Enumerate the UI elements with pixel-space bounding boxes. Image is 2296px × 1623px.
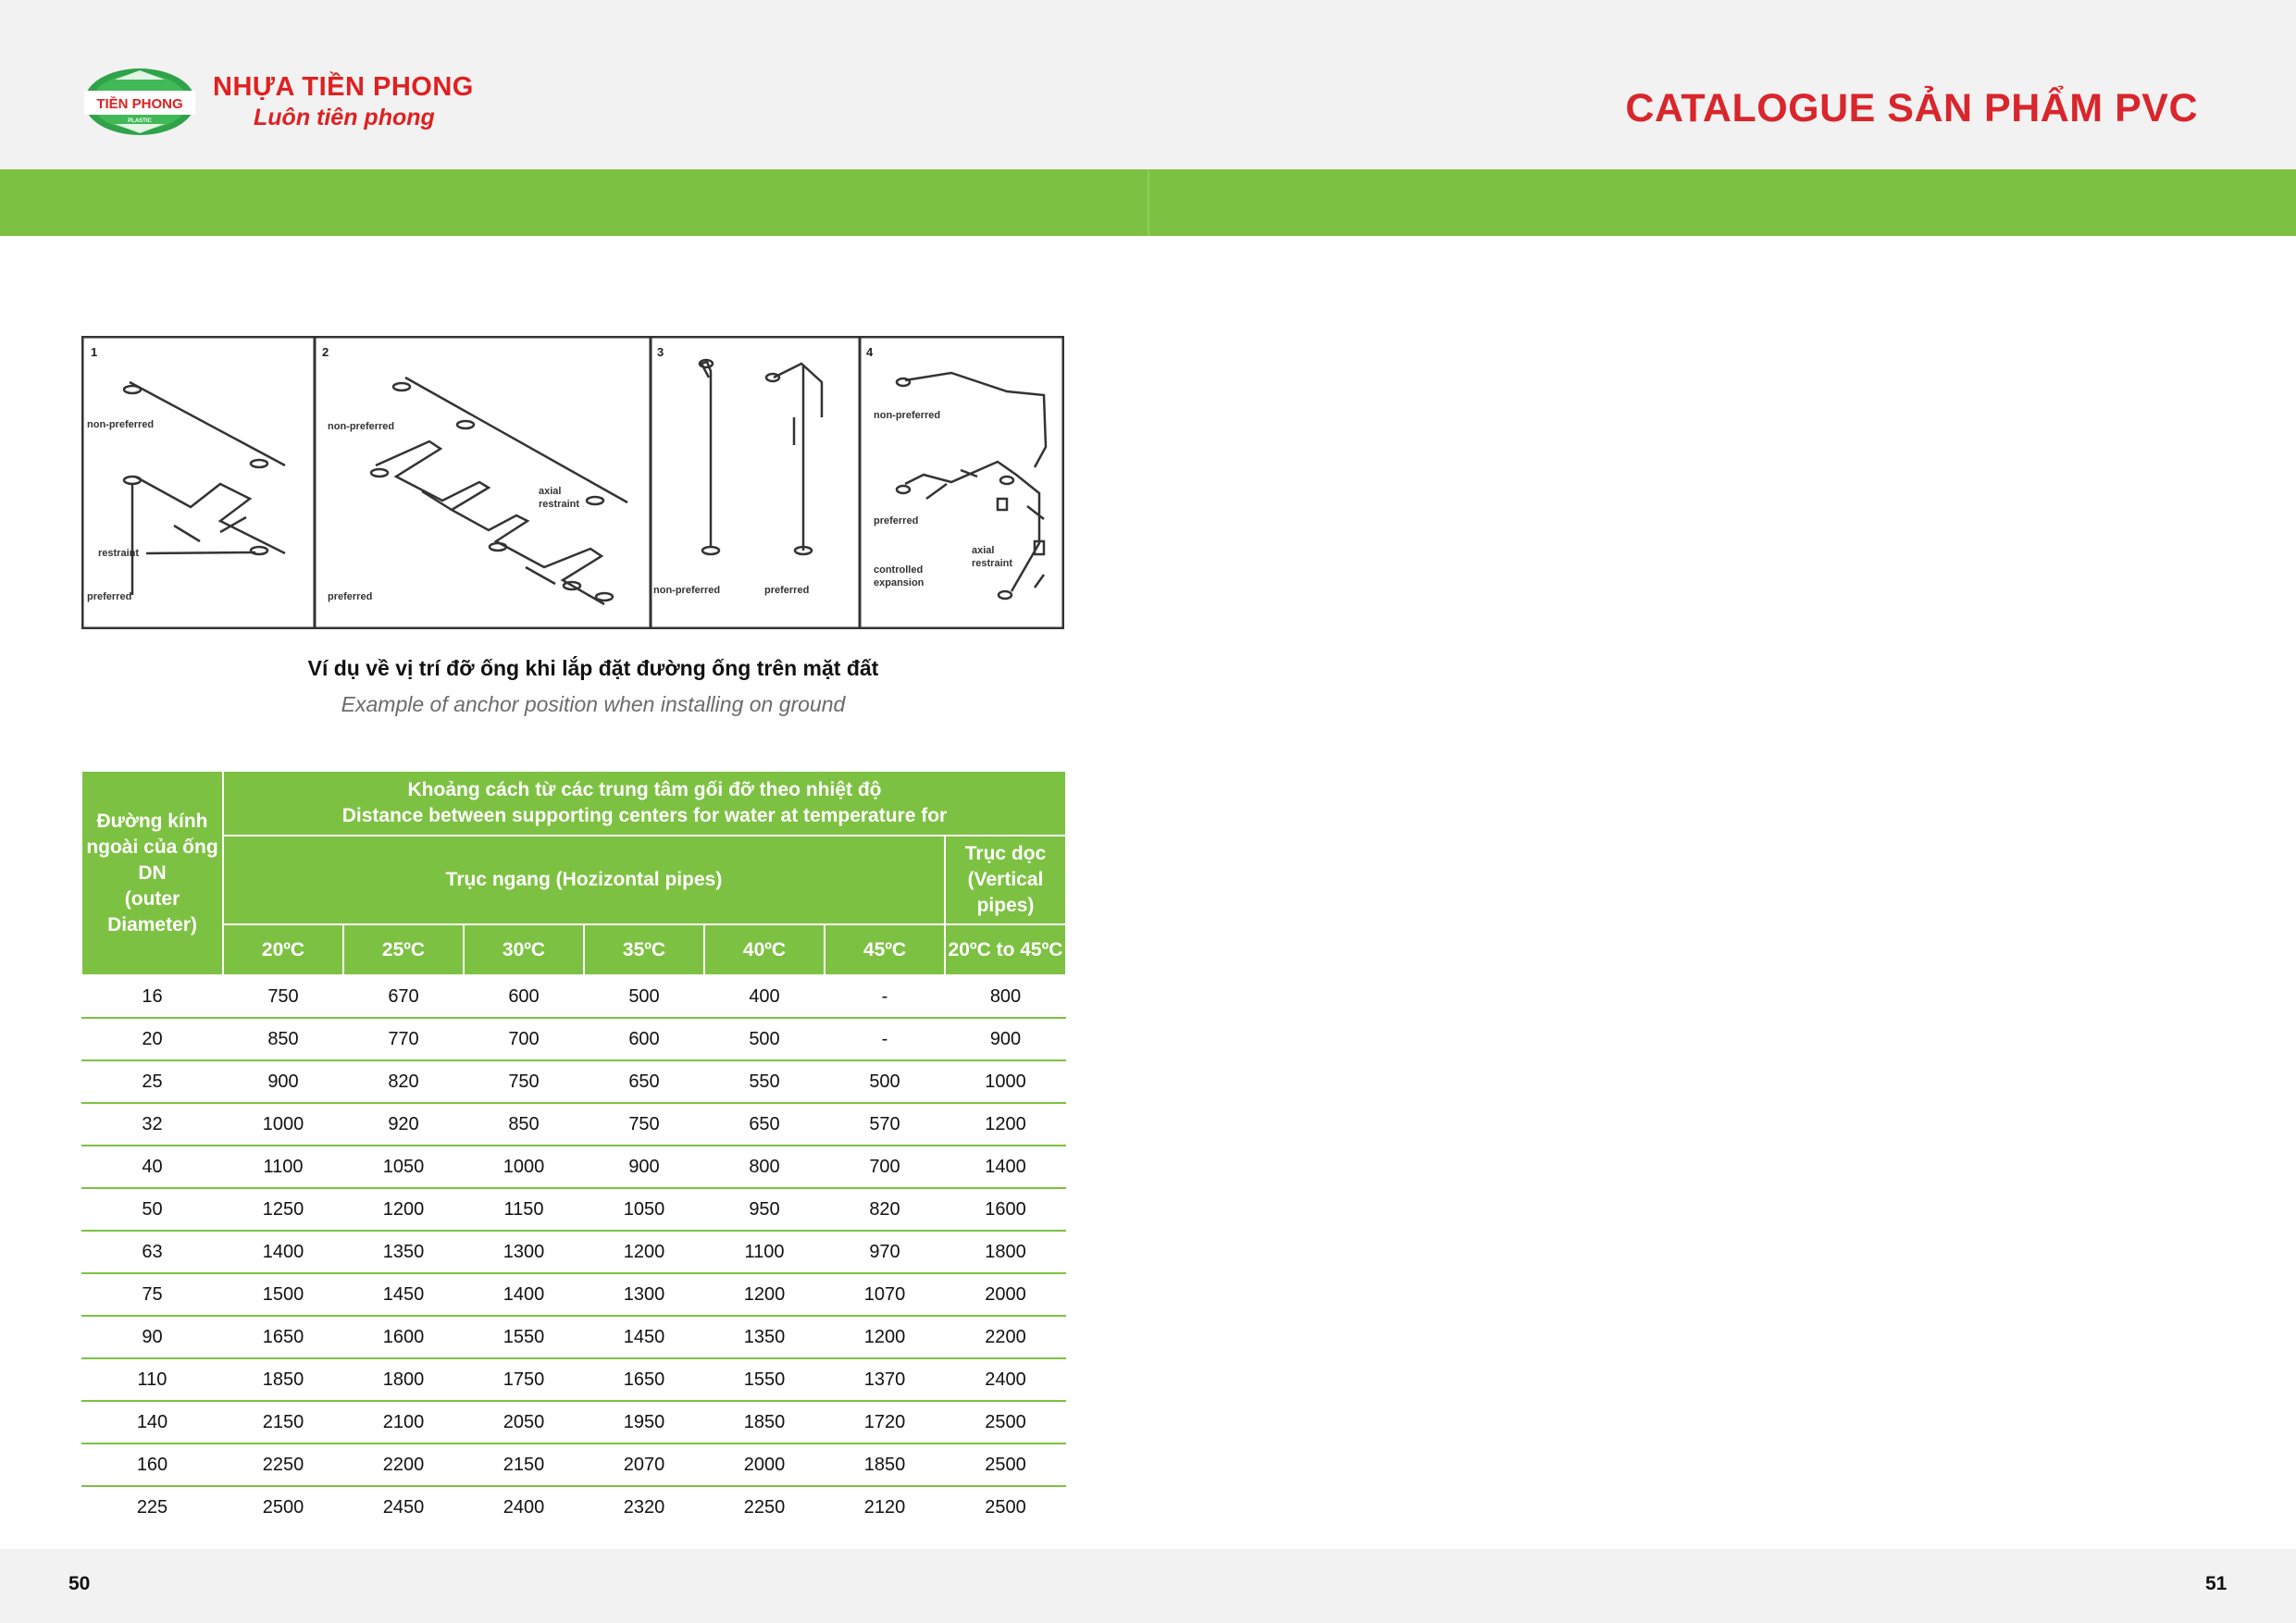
diagram-panel-3-number: 3 [657,345,664,359]
header-line: (outer [124,887,180,910]
distance-cell: 750 [464,1060,584,1103]
page-number-right: 51 [2205,1573,2228,1594]
temp-header: 25ºC [343,924,464,975]
distance-cell: 1800 [343,1358,464,1401]
distance-cell: 500 [584,975,704,1018]
support-distance-table [81,770,1067,1528]
distance-cell: 600 [584,1018,704,1060]
distance-cell: 2500 [262,1496,304,1518]
diameter-cell: 140 [81,1401,223,1443]
table-row [81,1231,1066,1273]
brand-name: NHỰA TIỀN PHONG [213,72,474,102]
distance-cell: 1650 [584,1358,704,1401]
diagram-panel-4-number: 4 [866,345,874,359]
distance-cell: 1100 [223,1146,343,1188]
diameter-cell: 75 [81,1273,223,1316]
distance-cell: 1550 [704,1358,825,1401]
distance-cell: 770 [343,1018,464,1060]
distance-cell: 1750 [464,1358,584,1401]
distance-cell: 750 [223,975,343,1018]
header-line: pipes) [976,895,1035,916]
spread-divider [1148,169,1149,236]
tien-phong-logo [81,67,198,137]
distance-cell: 800 [945,975,1066,1018]
diagram-label: preferred [328,591,373,602]
distance-cell: 1300 [464,1231,584,1273]
logo-text: TIỀN PHONG [96,96,183,112]
distance-cell: 700 [825,1146,945,1188]
header-line: Trục dọc [964,843,1047,864]
distance-cell: 2400 [503,1496,545,1518]
table-row [81,1103,1066,1146]
distance-cell: 570 [825,1103,945,1146]
diameter-cell: 20 [81,1018,223,1060]
diagram-label: non-preferred [328,421,395,432]
distance-cell: 1300 [584,1273,704,1316]
diameter-cell: 25 [81,1060,223,1103]
header-line: Distance between supporting centers for water at temperature for [341,805,948,826]
header-line: DN [138,861,167,884]
table-row [81,975,1066,1018]
diagram-label: restraint [98,548,140,559]
distance-cell: 1400 [223,1231,343,1273]
distance-cell: 2250 [223,1443,343,1486]
temp-header: 45ºC [825,924,945,975]
temp-header: 30ºC [464,924,584,975]
page-number-left: 50 [68,1573,91,1594]
diagram-label: axial [539,486,562,497]
diagram-caption-vn: Ví dụ về vị trí đỡ ống khi lắp đặt đường ống trên mặt đất [307,656,879,680]
distance-cell: 2000 [945,1273,1066,1316]
diameter-cell: 225 [136,1496,168,1518]
temp-header: 40ºC [704,924,825,975]
distance-cell: 950 [704,1188,825,1231]
distance-cell: 2500 [945,1443,1066,1486]
table-row [81,1486,1066,1528]
diagram-label: preferred [874,515,919,527]
diameter-cell: 110 [81,1358,223,1401]
distance-cell: 2200 [343,1443,464,1486]
distance-cell: 1370 [825,1358,945,1401]
diagram-label: preferred [764,585,810,596]
diagram-label: preferred [87,591,132,602]
distance-cell: 400 [704,975,825,1018]
distance-cell: 1070 [825,1273,945,1316]
table-row [81,1188,1066,1231]
distance-cell: 1600 [945,1188,1066,1231]
table-row [81,1443,1066,1486]
diagram-caption-en: Example of anchor position when installing on ground [341,692,846,716]
distance-cell: 900 [584,1146,704,1188]
page-footer [0,1549,2296,1623]
distance-cell: 1350 [704,1316,825,1358]
anchor-position-diagram [81,336,1064,629]
distance-cell: 650 [584,1060,704,1103]
brand-slogan: Luôn tiên phong [254,105,435,130]
distance-cell: 1000 [464,1146,584,1188]
diameter-cell: 50 [81,1188,223,1231]
outer-diameter-header [81,771,223,975]
distance-cell: 1200 [825,1316,945,1358]
distance-cell: 850 [223,1018,343,1060]
header-line: ngoài của ống [86,836,218,858]
distance-cell: 850 [464,1103,584,1146]
header-line: Khoảng cách từ các trung tâm gối đỡ theo nhiệt độ [407,779,882,800]
distance-cell: 600 [464,975,584,1018]
distance-cell: 2120 [863,1496,906,1518]
distance-cell: 2450 [382,1496,425,1518]
distance-cell: 500 [704,1018,825,1060]
distance-cell: 1200 [704,1273,825,1316]
table-row [81,1358,1066,1401]
distance-cell: 1450 [343,1273,464,1316]
diameter-cell: 40 [81,1146,223,1188]
diagram-label: controlled [874,564,924,576]
header-line: (Vertical [967,869,1044,890]
distance-cell: 1800 [945,1231,1066,1273]
table-row [81,1060,1066,1103]
diagram-label: non-preferred [874,410,941,421]
diameter-cell: 16 [81,975,223,1018]
distance-cell: 1850 [704,1401,825,1443]
distance-cell: 670 [343,975,464,1018]
table-row [81,1316,1066,1358]
distance-cell: 550 [704,1060,825,1103]
diameter-cell: 32 [81,1103,223,1146]
distance-group-header [223,771,1066,836]
distance-cell: 1850 [825,1443,945,1486]
table-row [81,1146,1066,1188]
diagram-label: axial [972,545,995,556]
distance-cell: 2320 [623,1496,665,1518]
distance-cell: 1500 [223,1273,343,1316]
distance-cell: 1100 [704,1231,825,1273]
distance-cell: 1250 [223,1188,343,1231]
distance-cell: 2500 [985,1496,1026,1518]
distance-cell: 1450 [584,1316,704,1358]
distance-cell: 650 [704,1103,825,1146]
distance-cell: 820 [343,1060,464,1103]
distance-cell: 1200 [945,1103,1066,1146]
distance-cell: 2070 [584,1443,704,1486]
distance-cell: 1650 [223,1316,343,1358]
distance-cell: 2400 [945,1358,1066,1401]
diagram-label: restraint [539,499,580,510]
distance-cell: 2200 [945,1316,1066,1358]
header-line: Diameter) [107,913,197,935]
diagram-label: expansion [874,577,925,588]
diameter-cell: 90 [81,1316,223,1358]
temp-header: 20ºC [223,924,343,975]
distance-cell: 900 [223,1060,343,1103]
distance-cell: 900 [945,1018,1066,1060]
distance-cell: 920 [343,1103,464,1146]
distance-cell: 1950 [584,1401,704,1443]
distance-cell: 2000 [704,1443,825,1486]
distance-cell: - [825,975,945,1018]
distance-cell: 970 [825,1231,945,1273]
distance-cell: 750 [584,1103,704,1146]
diameter-cell: 160 [81,1443,223,1486]
logo-subtext: PLASTIC [128,118,152,124]
distance-cell: 1000 [945,1060,1066,1103]
distance-cell: 1400 [945,1146,1066,1188]
distance-cell: 1350 [343,1231,464,1273]
diagram-panel-2-number: 2 [322,345,329,359]
distance-cell: 1850 [223,1358,343,1401]
distance-cell: 1400 [464,1273,584,1316]
distance-cell: 2500 [945,1401,1066,1443]
distance-cell: 800 [704,1146,825,1188]
distance-cell: 1720 [825,1401,945,1443]
distance-cell: 2150 [223,1401,343,1443]
distance-cell: 1150 [464,1188,584,1231]
table-row [81,1018,1066,1060]
distance-cell: 1200 [343,1188,464,1231]
distance-cell: 1050 [584,1188,704,1231]
header-line: Đường kính [96,810,208,832]
distance-cell: 1550 [464,1316,584,1358]
table-row [81,1273,1066,1316]
distance-cell: 2050 [464,1401,584,1443]
distance-cell: 1200 [584,1231,704,1273]
horizontal-pipes-header: Trục ngang (Hozizontal pipes) [223,836,945,924]
temp-header: 20ºC to 45ºC [945,924,1066,975]
catalogue-title: CATALOGUE SẢN PHẨM PVC [1625,86,2198,130]
diagram-panel-1-number: 1 [91,345,98,359]
table-row [81,1401,1066,1443]
distance-cell: 1050 [343,1146,464,1188]
distance-cell: 2250 [743,1496,786,1518]
distance-cell: 2100 [343,1401,464,1443]
distance-cell: 1000 [223,1103,343,1146]
table-body [81,975,1066,1528]
distance-cell: 1600 [343,1316,464,1358]
distance-cell: 820 [825,1188,945,1231]
diagram-label: non-preferred [653,585,721,596]
vertical-pipes-header [945,836,1066,924]
diameter-cell: 63 [81,1231,223,1273]
distance-cell: 700 [464,1018,584,1060]
distance-cell: - [825,1018,945,1060]
distance-cell: 500 [825,1060,945,1103]
temp-header: 35ºC [584,924,704,975]
diagram-label: restraint [972,558,1013,569]
diagram-label: non-preferred [87,419,155,430]
distance-cell: 2150 [464,1443,584,1486]
